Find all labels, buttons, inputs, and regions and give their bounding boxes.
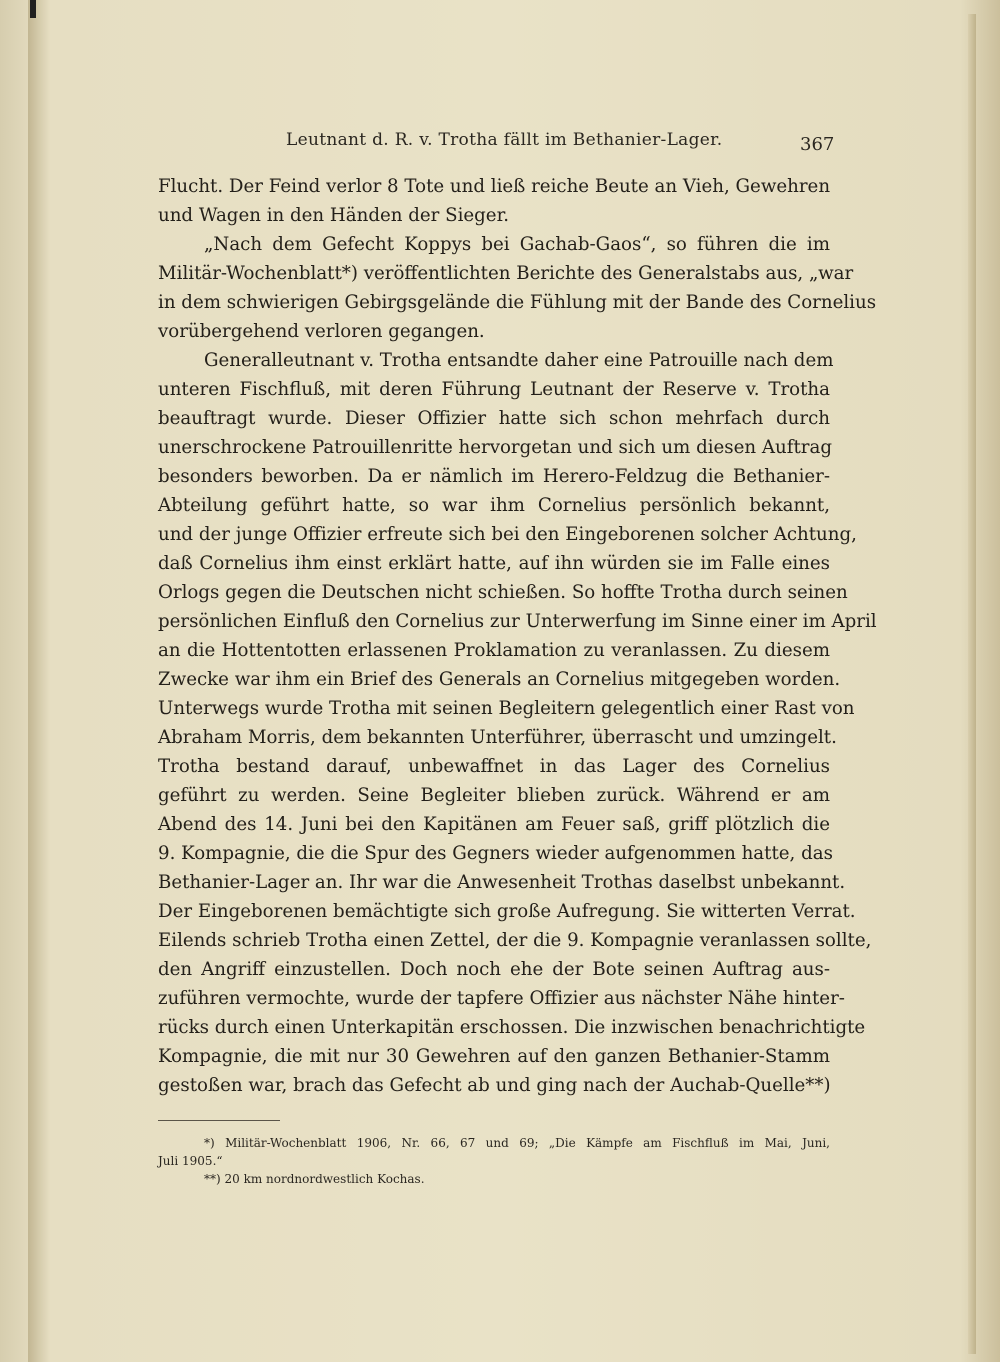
running-head: Leutnant d. R. v. Trotha fällt im Bethanier-Lager.: [286, 130, 723, 150]
page-binding-gutter: [28, 0, 50, 1362]
page-number: 367: [800, 134, 835, 155]
text-line: daß Cornelius ihm einst erklärt hatte, auf ihn würden sie im Falle eines: [158, 553, 830, 574]
text-line: Abteilung geführt hatte, so war ihm Cornelius persönlich bekannt,: [158, 495, 830, 516]
text-line: Generalleutnant v. Trotha entsandte daher eine Patrouille nach dem: [204, 350, 834, 371]
text-line: unteren Fischfluß, mit deren Führung Leutnant der Reserve v. Trotha: [158, 379, 830, 400]
binding-shadow: [30, 0, 36, 18]
text-line: persönlichen Einfluß den Cornelius zur Unterwerfung im Sinne einer im April: [158, 611, 877, 632]
text-line: Eilends schrieb Trotha einen Zettel, der die 9. Kompagnie veranlassen sollte,: [158, 930, 872, 951]
text-line: Trotha bestand darauf, unbewaffnet in das Lager des Cornelius: [158, 756, 830, 777]
text-line: vorübergehend verloren gegangen.: [158, 321, 485, 342]
text-line: Flucht. Der Feind verlor 8 Tote und ließ reiche Beute an Vieh, Gewehren: [158, 176, 831, 197]
text-line: gestoßen war, brach das Gefecht ab und ging nach der Auchab-Quelle**): [158, 1075, 831, 1096]
text-line: Bethanier-Lager an. Ihr war die Anwesenheit Trothas daselbst unbekannt.: [158, 872, 846, 893]
text-line: Orlogs gegen die Deutschen nicht schießen. So hoffte Trotha durch seinen: [158, 582, 848, 603]
text-line: geführt zu werden. Seine Begleiter blieben zurück. Während er am: [158, 785, 830, 806]
text-line: unerschrockene Patrouillenritte hervorgetan und sich um diesen Auftrag: [158, 437, 832, 458]
text-line: beauftragt wurde. Dieser Offizier hatte sich schon mehrfach durch: [158, 408, 830, 429]
text-line: Abraham Morris, dem bekannten Unterführer, überrascht und umzingelt.: [158, 727, 837, 748]
text-line: Zwecke war ihm ein Brief des Generals an Cornelius mitgegeben worden.: [158, 669, 841, 690]
text-line: Kompagnie, die mit nur 30 Gewehren auf den ganzen Bethanier-Stamm: [158, 1046, 830, 1067]
text-line: Unterwegs wurde Trotha mit seinen Begleitern gelegentlich einer Rast von: [158, 698, 855, 719]
page-header: [0, 126, 1000, 156]
footnote-1-line-2: Juli 1905.“: [158, 1154, 223, 1168]
page-edge: [968, 14, 976, 1354]
text-line: Militär-Wochenblatt*) veröffentlichten Berichte des Generalstabs aus, „war: [158, 263, 854, 284]
footnotes: [158, 1134, 830, 1188]
text-line: und der junge Offizier erfreute sich bei den Eingeborenen solcher Achtung,: [158, 524, 857, 545]
footnote-1-line-1: *) Militär-Wochenblatt 1906, Nr. 66, 67 und 69; „Die Kämpfe am Fischfluß im Mai, Juni,: [204, 1136, 830, 1150]
text-line: Abend des 14. Juni bei den Kapitänen am Feuer saß, griff plötzlich die: [158, 814, 830, 835]
footnote-2: **) 20 km nordnordwestlich Kochas.: [204, 1172, 425, 1186]
text-line: an die Hottentotten erlassenen Proklamation zu veranlassen. Zu diesem: [158, 640, 830, 661]
text-line: und Wagen in den Händen der Sieger.: [158, 205, 510, 226]
body-text: [158, 172, 877, 1100]
footnote-rule: [158, 1120, 280, 1121]
text-line: besonders beworben. Da er nämlich im Herero-Feldzug die Bethanier-: [158, 466, 830, 487]
text-line: „Nach dem Gefecht Koppys bei Gachab-Gaos“, so führen die im: [204, 234, 830, 255]
text-line: zuführen vermochte, wurde der tapfere Offizier aus nächster Nähe hinter-: [158, 988, 845, 1009]
text-line: Der Eingeborenen bemächtigte sich große Aufregung. Sie witterten Verrat.: [158, 901, 856, 922]
text-line: in dem schwierigen Gebirgsgelände die Fühlung mit der Bande des Cornelius: [158, 292, 877, 313]
text-line: rücks durch einen Unterkapitän erschossen. Die inzwischen benachrichtigte: [158, 1017, 866, 1038]
text-line: 9. Kompagnie, die die Spur des Gegners wieder aufgenommen hatte, das: [158, 843, 833, 864]
text-line: den Angriff einzustellen. Doch noch ehe der Bote seinen Auftrag aus-: [158, 959, 830, 980]
